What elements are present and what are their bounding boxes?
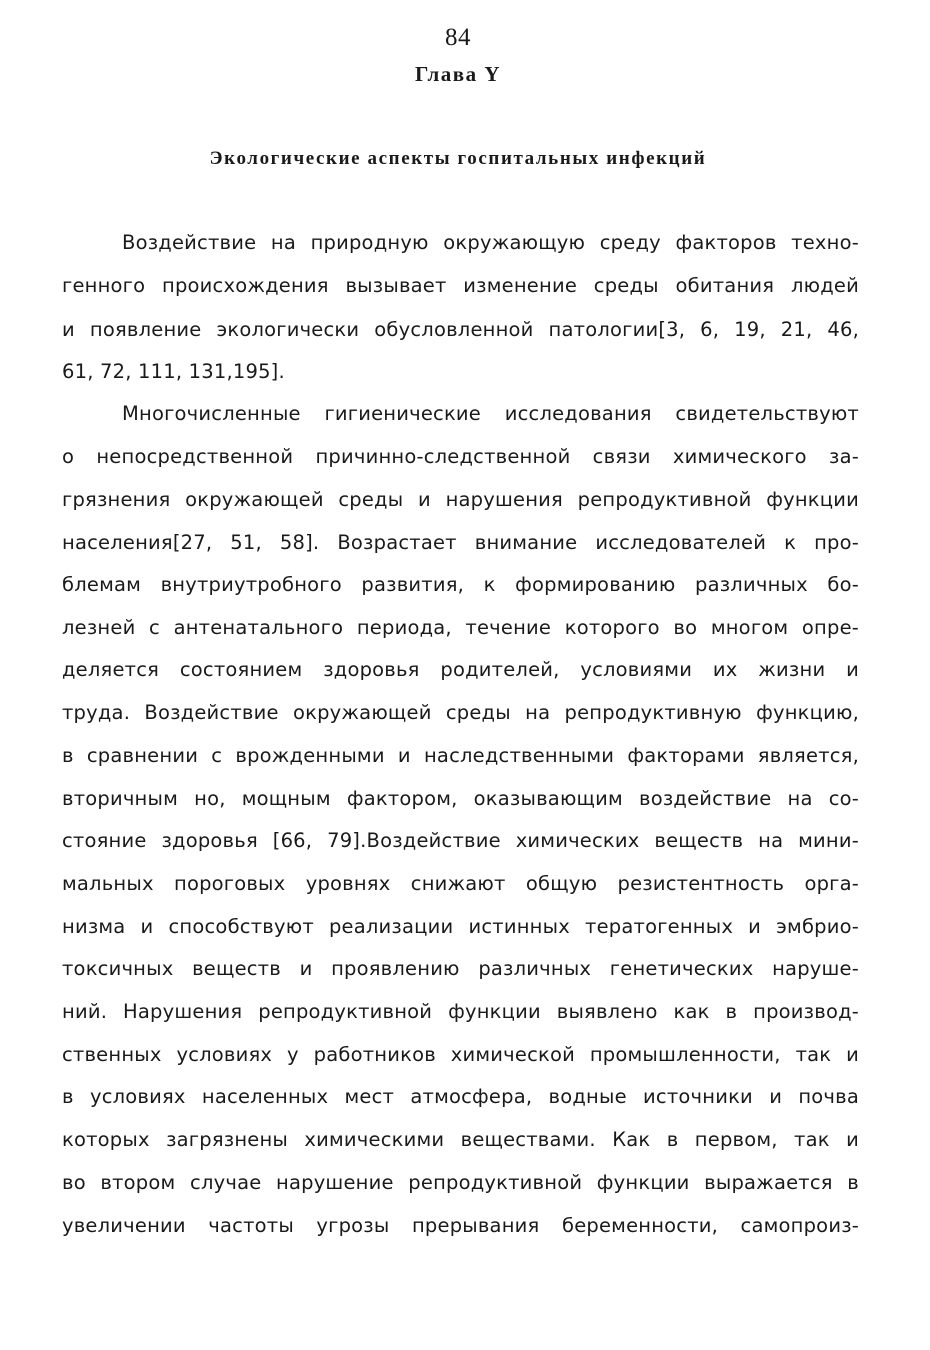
chapter-heading: Глава Y [414, 62, 502, 86]
page-number: 84 [445, 24, 471, 51]
text-line: грязнения окружающей среды и нарушения репродуктивной функции [62, 488, 859, 511]
text-line: которых загрязнены химическими веществами. Как в первом, так и [62, 1128, 859, 1151]
text-line: лезней с антенатального периода, течение которого во многом опре- [62, 616, 859, 639]
text-line: низма и способствуют реализации истинных тератогенных и эмбрио- [62, 915, 859, 938]
text-line: 61, 72, 111, 131,195]. [62, 360, 285, 383]
text-line: в условиях населенных мест атмосфера, водные источники и почва [62, 1085, 859, 1108]
text-line: Воздействие на природную окружающую среду факторов техно- [122, 231, 859, 254]
text-line: вторичным но, мощным фактором, оказывающим воздействие на со- [62, 787, 859, 810]
text-line: во втором случае нарушение репродуктивной функции выражается в [62, 1171, 859, 1194]
text-line: ственных условиях у работников химической промышленности, так и [62, 1043, 859, 1066]
text-line: Многочисленные гигиенические исследования свидетельствуют [122, 402, 859, 425]
text-line: генного происхождения вызывает изменение среды обитания людей [62, 274, 859, 297]
text-line: мальных пороговых уровнях снижают общую резистентность орга- [62, 872, 859, 895]
text-line: токсичных веществ и проявлению различных генетических наруше- [62, 957, 859, 980]
text-line: о непосредственной причинно-следственной связи химического за- [62, 445, 859, 468]
text-line: и появление экологически обусловленной патологии[3, 6, 19, 21, 46, [62, 318, 859, 341]
text-line: деляется состоянием здоровья родителей, условиями их жизни и [62, 658, 859, 681]
text-line: увеличении частоты угрозы прерывания беременности, самопроиз- [62, 1214, 859, 1237]
text-line: в сравнении с врожденными и наследственными факторами является, [62, 744, 859, 767]
text-line: труда. Воздействие окружающей среды на репродуктивную функцию, [62, 701, 859, 724]
section-title: Экологические аспекты госпитальных инфекций [209, 148, 707, 169]
text-line: блемам внутриутробного развития, к формированию различных бо- [62, 573, 859, 596]
text-line: стояние здоровья [66, 79].Воздействие химических веществ на мини- [62, 829, 859, 852]
text-line: населения[27, 51, 58]. Возрастает внимание исследователей к про- [62, 531, 859, 554]
text-line: ний. Нарушения репродуктивной функции выявлено как в производ- [62, 1000, 859, 1023]
